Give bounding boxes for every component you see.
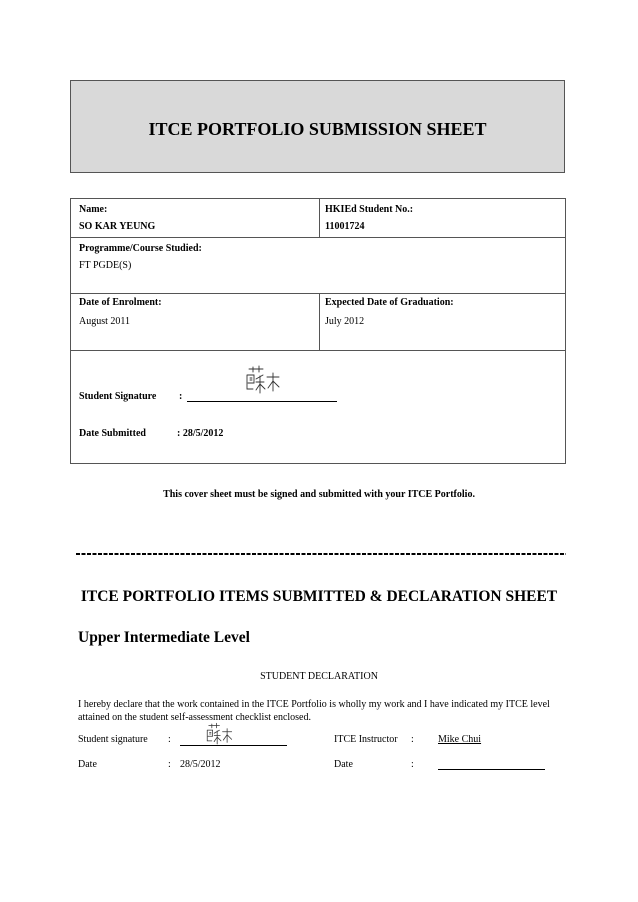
declaration-heading: STUDENT DECLARATION [260, 671, 378, 682]
cover-title: ITCE PORTFOLIO SUBMISSION SHEET [148, 119, 487, 139]
page-separator [76, 552, 566, 556]
date-value: 28/5/2012 [180, 759, 221, 770]
date-colon: : [168, 759, 171, 770]
instructor-date-colon: : [411, 759, 414, 770]
student-info-table [70, 198, 566, 464]
enrolment-value: August 2011 [79, 316, 131, 327]
signature-image [243, 363, 287, 397]
row-divider [71, 293, 565, 294]
date-submitted-value: : 28/5/2012 [177, 428, 224, 439]
signature-colon: : [179, 391, 183, 402]
name-label: Name: [79, 204, 108, 215]
student-signature-colon: : [168, 734, 171, 745]
instructor-date-line [438, 769, 545, 770]
row-divider [71, 237, 565, 238]
column-divider [319, 293, 320, 350]
signature-line [187, 401, 337, 402]
declaration-signature-image [203, 721, 239, 747]
declaration-title: ITCE PORTFOLIO ITEMS SUBMITTED & DECLARATION SHEET [80, 588, 558, 605]
student-no-label: HKIEd Student No.: [325, 204, 414, 215]
cover-title-box [70, 80, 565, 173]
programme-label: Programme/Course Studied: [79, 243, 202, 254]
instructor-label: ITCE Instructor [334, 734, 398, 745]
enrolment-label: Date of Enrolment: [79, 297, 162, 308]
graduation-label: Expected Date of Graduation: [325, 297, 454, 308]
instructor-colon: : [411, 734, 414, 745]
student-signature-label: Student signature [78, 734, 148, 745]
student-no-value: 11001724 [325, 221, 365, 232]
date-label: Date [78, 759, 97, 770]
signature-label: Student Signature [79, 391, 157, 402]
column-divider [319, 199, 320, 237]
name-value: SO KAR YEUNG [79, 221, 156, 232]
instructor-date-label: Date [334, 759, 353, 770]
level-heading: Upper Intermediate Level [78, 629, 250, 646]
instructor-name: Mike Chui [438, 734, 482, 745]
row-divider [71, 350, 565, 351]
cover-notice: This cover sheet must be signed and submitted with your ITCE Portfolio. [163, 489, 475, 500]
date-submitted-label: Date Submitted [79, 428, 146, 439]
declaration-text: I hereby declare that the work contained in the ITCE Portfolio is wholly my work and I have indicated my ITCE level attained on the student self-assessment checklist enclosed. [78, 699, 550, 723]
graduation-value: July 2012 [325, 316, 365, 327]
programme-value: FT PGDE(S) [79, 260, 132, 271]
